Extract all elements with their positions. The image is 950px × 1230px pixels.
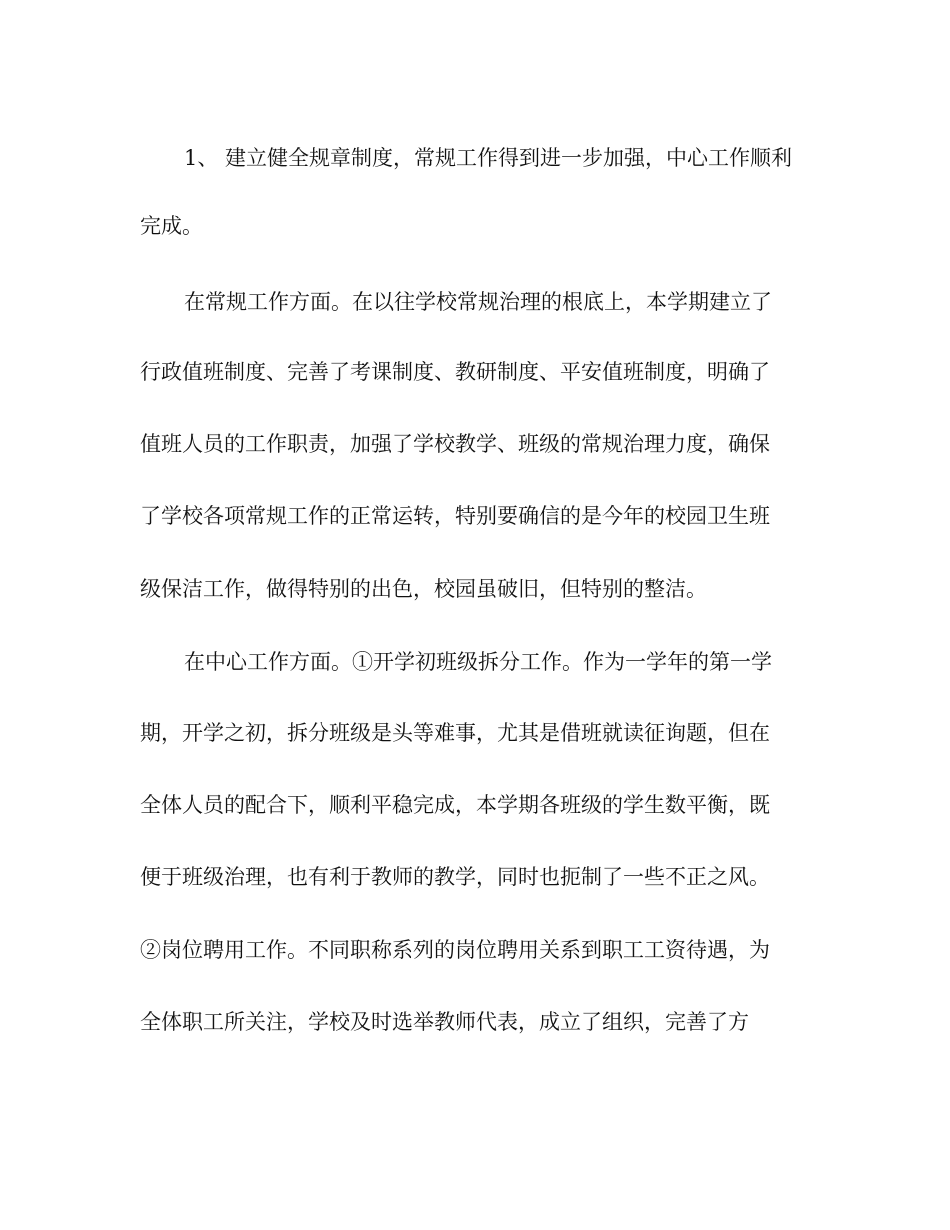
text-line-9: 期，开学之初，拆分班级是头等难事，尤其是借班就读征询题，但在 bbox=[140, 721, 770, 745]
text-line-6: 了学校各项常规工作的正常运转，特别要确信的是今年的校园卫生班 bbox=[140, 504, 770, 528]
text-line-10: 全体人员的配合下，顺利平稳完成，本学期各班级的学生数平衡，既 bbox=[140, 793, 770, 817]
text-line-1: 1、 建立健全规章制度，常规工作得到进一步加强，中心工作顺利 bbox=[184, 146, 793, 170]
text-line-13: 全体职工所关注，学校及时选举教师代表，成立了组织，完善了方 bbox=[140, 1010, 749, 1034]
text-line-12: ②岗位聘用工作。不同职称系列的岗位聘用关系到职工工资待遇，为 bbox=[140, 938, 770, 962]
text-line-8: 在中心工作方面。①开学初班级拆分工作。作为一学年的第一学 bbox=[184, 650, 772, 674]
text-line-5: 值班人员的工作职责，加强了学校教学、班级的常规治理力度，确保 bbox=[140, 432, 770, 456]
text-line-4: 行政值班制度、完善了考课制度、教研制度、平安值班制度，明确了 bbox=[140, 360, 770, 384]
text-line-7: 级保洁工作，做得特别的出色，校园虽破旧，但特别的整洁。 bbox=[140, 577, 707, 601]
text-line-11: 便于班级治理，也有利于教师的教学，同时也扼制了一些不正之风。 bbox=[140, 865, 770, 889]
text-line-3: 在常规工作方面。在以往学校常规治理的根底上，本学期建立了 bbox=[184, 290, 772, 314]
text-line-2: 完成。 bbox=[140, 214, 203, 238]
